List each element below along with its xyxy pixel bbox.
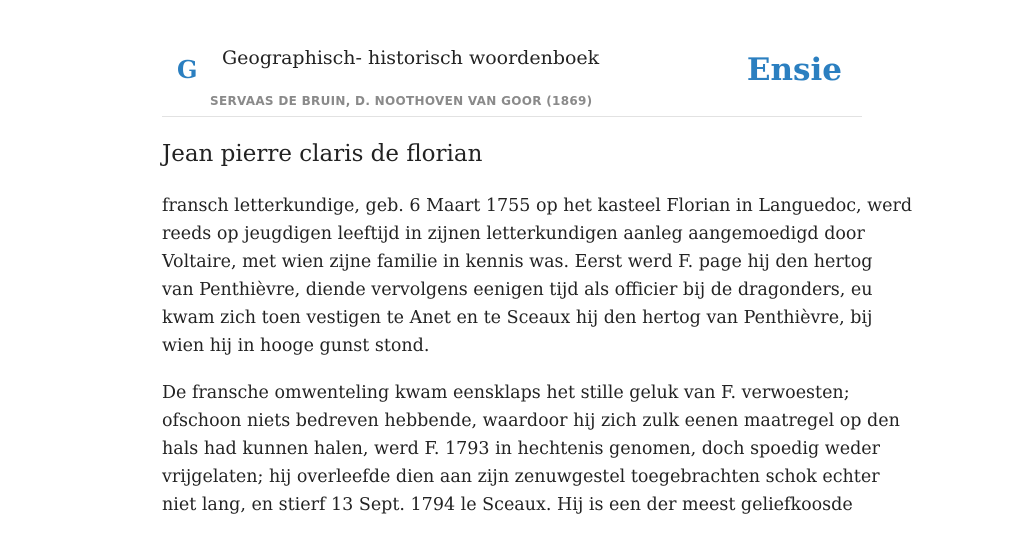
book-initial-badge[interactable]: G	[177, 55, 198, 84]
paragraph-line: hals had kunnen halen, werd F. 1793 in hechtenis genomen, doch spoedig weder	[162, 439, 880, 459]
paragraph-line: van Penthièvre, diende vervolgens eenigen tijd als officier bij de dragonders, eu	[162, 280, 873, 300]
paragraph-line: Voltaire, met wien zijne familie in kennis was. Eerst werd F. page hij den hertog	[162, 252, 873, 272]
book-title-link[interactable]: Geographisch- historisch woordenboek	[222, 47, 600, 69]
article-paragraph	[162, 192, 913, 360]
paragraph-line: wien hij in hooge gunst stond.	[162, 336, 430, 356]
paragraph-line: ofschoon niets bedreven hebbende, waardoor hij zich zulk eenen maatregel op den	[162, 411, 900, 431]
paragraph-line: De fransche omwenteling kwam eensklaps het stille geluk van F. verwoesten;	[162, 383, 850, 403]
ensie-logo-link[interactable]: Ensie	[746, 52, 842, 88]
book-author: SERVAAS DE BRUIN, D. NOOTHOVEN VAN GOOR (1869)	[210, 94, 593, 108]
article-paragraph	[162, 379, 900, 519]
paragraph-line: reeds op jeugdigen leeftijd in zijnen letterkundigen aanleg aangemoedigd door	[162, 224, 865, 244]
article-title: Jean pierre claris de florian	[162, 141, 483, 167]
page-header	[162, 0, 862, 117]
paragraph-line: vrijgelaten; hij overleefde dien aan zijn zenuwgestel toegebrachten schok echter	[162, 467, 880, 487]
paragraph-line: niet lang, en stierf 13 Sept. 1794 le Sceaux. Hij is een der meest geliefkoosde	[162, 495, 853, 515]
paragraph-line: kwam zich toen vestigen te Anet en te Sceaux hij den hertog van Penthièvre, bij	[162, 308, 873, 328]
article-body	[162, 192, 913, 538]
paragraph-line: fransch letterkundige, geb. 6 Maart 1755 op het kasteel Florian in Languedoc, werd	[162, 196, 913, 216]
